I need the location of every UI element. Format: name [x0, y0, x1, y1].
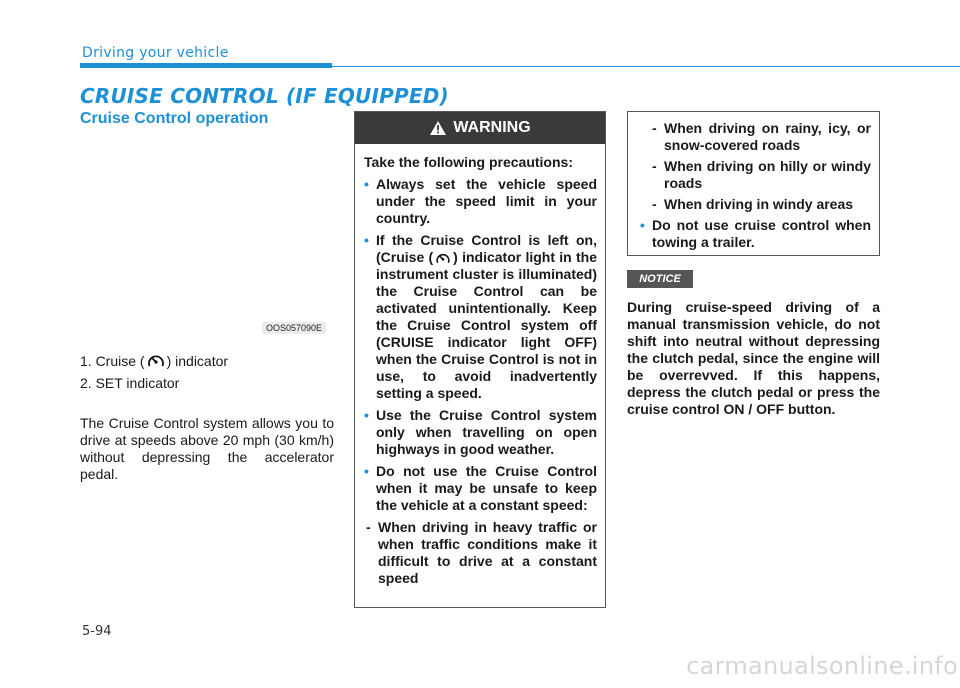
bullet-text-before: If the Cruise Control is left on, (Cruise ( — [376, 232, 597, 265]
sub-heading: Cruise Control operation — [80, 110, 269, 127]
bullet-dot: • — [364, 407, 369, 423]
dash-marker: - — [652, 120, 657, 136]
legend-item2: 2. SET indicator — [80, 375, 180, 391]
page-number: 5-94 — [82, 624, 112, 639]
warning-dash-item — [652, 120, 871, 154]
cruise-icon — [434, 251, 452, 266]
warning-header — [355, 112, 605, 144]
bullet-dot: • — [364, 176, 369, 192]
warning-triangle-icon — [429, 120, 447, 136]
notice-badge: NOTICE — [627, 270, 693, 288]
bullet-text: Always set the vehicle speed under the speed limit in your country. — [376, 176, 597, 226]
warning-bullet — [364, 176, 597, 227]
dash-text: When driving on hilly or windy roads — [664, 158, 871, 191]
header-rule-thin — [332, 66, 960, 67]
warning-continued-box — [627, 111, 880, 256]
warning-body — [355, 144, 605, 587]
dash-text: When driving on rainy, icy, or snow-covered roads — [664, 120, 871, 153]
bullet-text — [376, 232, 597, 402]
legend-item-cruise — [80, 350, 228, 372]
chapter-title: CRUISE CONTROL (IF EQUIPPED) — [80, 84, 449, 108]
figure-legend — [80, 350, 228, 394]
warning-bullet — [640, 217, 871, 251]
dash-marker: - — [652, 196, 657, 212]
legend-item-set — [80, 372, 228, 394]
legend-item1-before: 1. Cruise ( — [80, 353, 145, 369]
warning-dash-item — [652, 196, 871, 213]
bullet-dot: • — [640, 217, 645, 233]
figure-code: OOS057090E — [262, 322, 326, 334]
warning-dash-item — [652, 158, 871, 192]
dash-text: When driving in windy areas — [664, 196, 854, 212]
dash-marker: - — [366, 519, 371, 535]
bullet-text: Do not use cruise control when towing a trailer. — [652, 217, 871, 250]
dash-marker: - — [652, 158, 657, 174]
warning-bullet — [364, 463, 597, 514]
bullet-text: Use the Cruise Control system only when travelling on open highways in good weather. — [376, 407, 597, 457]
intro-paragraph: The Cruise Control system allows you to drive at speeds above 20 mph (30 km/h) without depressing the accelerator pedal. — [80, 415, 334, 482]
bullet-text-after: ) indicator light in the instrument cluster is illuminated) the Cruise Control can be activated unintentionally. Keep the Cruise Control system off (CRUISE indicator light OFF) when the Cruise Control is not in use, to avoid inadvertently setting a speed. — [376, 249, 597, 401]
section-label: Driving your vehicle — [82, 45, 229, 61]
bullet-dot: • — [364, 463, 369, 479]
warning-bullet — [364, 407, 597, 458]
dash-text: When driving in heavy traffic or when traffic conditions make it difficult to drive at a constant speed — [378, 519, 597, 586]
warning-bullet — [364, 232, 597, 402]
warning-intro: Take the following precautions: — [364, 154, 573, 170]
bullet-dot: • — [364, 232, 369, 248]
bullet-text: Do not use the Cruise Control when it may be unsafe to keep the vehicle at a constant speed: — [376, 463, 597, 513]
legend-item1-after: ) indicator — [166, 353, 229, 369]
warning-title: WARNING — [453, 119, 531, 136]
cruise-icon — [146, 352, 166, 370]
warning-dash-item — [366, 519, 597, 587]
warning-box — [354, 111, 606, 608]
header-rule-thick — [80, 63, 332, 68]
watermark: carmanualsonline.info — [686, 652, 958, 680]
notice-text: During cruise-speed driving of a manual transmission vehicle, do not shift into neutral without depressing the clutch pedal, since the engine will be overrevved. If this happens, depress the clutch pedal or press the cruise control ON / OFF button. — [627, 299, 880, 417]
